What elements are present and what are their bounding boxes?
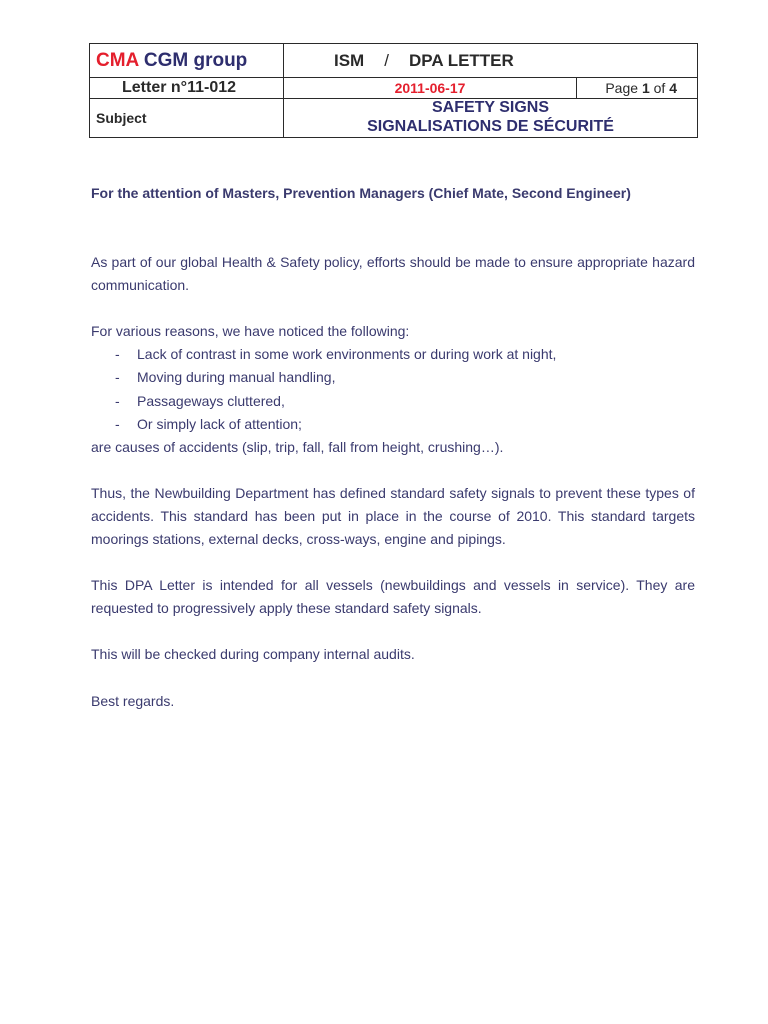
subject-label: Subject	[90, 98, 284, 137]
list-item	[91, 413, 695, 436]
company-brand	[90, 44, 284, 78]
observations-list	[91, 343, 695, 436]
paragraph-audits: This will be checked during company internal audits.	[91, 646, 415, 662]
observations-intro: For various reasons, we have noticed the following:	[91, 323, 410, 339]
title-separator: /	[384, 50, 389, 70]
page-indicator	[577, 78, 698, 98]
document-type-title	[284, 44, 698, 78]
paragraph-newbuilding: Thus, the Newbuilding Department has defined standard safety signals to prevent these types of accidents. This standard has been put in place in the course of 2010. This standard targets moorings stations, external decks, cross-ways, engine and pipings.	[91, 485, 695, 548]
paragraph-policy: As part of our global Health & Safety policy, efforts should be made to ensure appropriate hazard communication.	[91, 254, 695, 294]
title-ism: ISM	[334, 50, 365, 70]
subject-english: SAFETY SIGNS	[431, 98, 550, 116]
brand-cma: CMA	[96, 49, 139, 71]
observations-outro: are causes of accidents (slip, trip, fall, fall from height, crushing…).	[91, 439, 504, 456]
subject-value	[284, 98, 698, 137]
list-item	[91, 343, 695, 366]
subject-french: SIGNALISATIONS DE SÉCURITÉ	[367, 117, 614, 135]
bullet-dash: -	[115, 369, 120, 386]
page-word: Page	[605, 79, 639, 96]
list-item	[91, 390, 695, 413]
bullet-dash: -	[115, 346, 120, 363]
page-current: 1	[641, 79, 650, 96]
attention-line: For the attention of Masters, Prevention Managers (Chief Mate, Second Engineer)	[91, 185, 631, 201]
list-item	[91, 366, 695, 389]
letter-date: 2011-06-17	[284, 78, 577, 98]
page-of: of	[653, 79, 666, 96]
list-item-text: Passageways cluttered,	[137, 392, 285, 409]
closing-regards: Best regards.	[91, 693, 175, 709]
page-total: 4	[669, 79, 677, 96]
title-dpa-letter: DPA LETTER	[408, 50, 514, 70]
letter-header-table	[89, 43, 698, 138]
list-item-text: Moving during manual handling,	[137, 369, 336, 386]
paragraph-observations	[91, 320, 695, 459]
bullet-dash: -	[115, 392, 120, 409]
paragraph-vessels: This DPA Letter is intended for all vessels (newbuildings and vessels in service). They are requested to progressively apply these standard safety signals.	[91, 577, 695, 617]
bullet-dash: -	[115, 415, 120, 432]
list-item-text: Or simply lack of attention;	[137, 415, 302, 432]
brand-cgm-group: CGM group	[143, 49, 248, 71]
letter-number: Letter n°11-012	[90, 78, 284, 98]
list-item-text: Lack of contrast in some work environments or during work at night,	[137, 346, 557, 363]
